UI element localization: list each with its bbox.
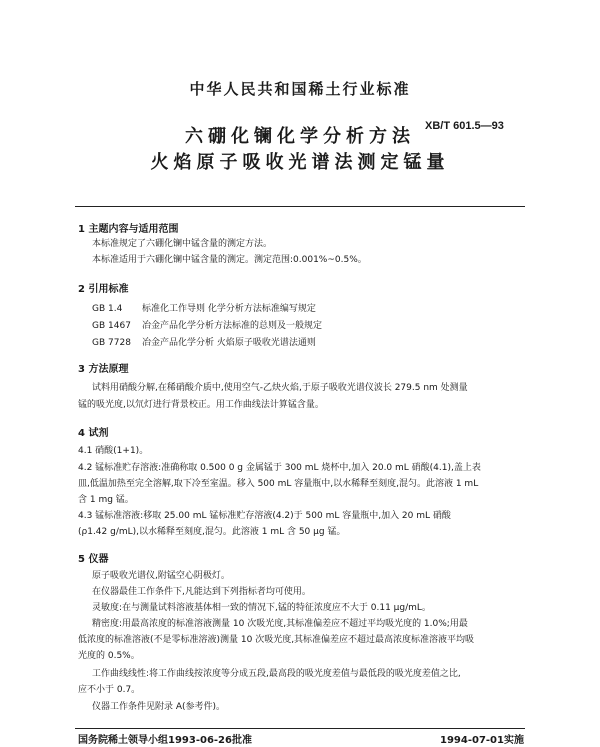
ref-title: 冶金产品化学分析方法标准的总则及一般规定 <box>142 321 323 331</box>
ref-code: GB 7728 <box>92 338 131 348</box>
reagent-4-1: 4.1 硝酸(1+1)。 <box>78 446 149 456</box>
section-3-line-2: 锰的吸光度,以氘灯进行背景校正。用工作曲线法计算锰含量。 <box>78 400 324 410</box>
instrument-line-4: 精密度:用最高浓度的标准溶液测量 10 次吸光度,其标准偏差应不超过平均吸光度的 1.0%;用最 <box>92 619 468 629</box>
ref-code: GB 1.4 <box>92 304 123 314</box>
section-5-heading: 5 仪器 <box>78 554 109 565</box>
reagent-4-3-line-1: 4.3 锰标准溶液:移取 25.00 mL 锰标准贮存溶液(4.2)于 500 mL 容量瓶中,加入 20 mL 硝酸 <box>78 511 451 521</box>
ref-code: GB 1467 <box>92 321 131 331</box>
section-3-heading: 3 方法原理 <box>78 364 129 375</box>
instrument-line-5: 低浓度的标准溶液(不是零标准溶液)测量 10 次吸光度,其标准偏差应不超过最高浓度标准溶液平均吸 <box>78 635 475 645</box>
footer-divider <box>75 728 525 729</box>
reagent-4-2-line-1: 4.2 锰标准贮存溶液:准确称取 0.500 0 g 金属锰于 300 mL 烧杯中,加入 20.0 mL 硝酸(4.1),盖上表 <box>78 463 481 473</box>
instrument-line-1: 原子吸收光谱仪,附锰空心阴极灯。 <box>92 571 230 581</box>
effective-date: 1994-07-01实施 <box>440 735 524 746</box>
section-4-heading: 4 试剂 <box>78 428 109 439</box>
instrument-line-8: 应不小于 0.7。 <box>78 685 141 695</box>
header-divider <box>75 206 525 207</box>
ref-title: 标准化工作导则 化学分析方法标准编写规定 <box>142 304 316 314</box>
org-title: 中华人民共和国稀土行业标准 <box>189 80 411 98</box>
reagent-4-3-line-2: (ρ1.42 g/mL),以水稀释至刻度,混匀。此溶液 1 mL 含 50 μg 锰。 <box>78 527 346 537</box>
section-3-line-1: 试料用硝酸分解,在稀硝酸介质中,使用空气-乙炔火焰,于原子吸收光谱仪波长 279.5 nm 处测量 <box>92 383 468 393</box>
doc-title-line1: 六硼化镧化学分析方法 <box>185 126 415 147</box>
standard-number: XB/T 601.5—93 <box>425 120 504 132</box>
section-2-heading: 2 引用标准 <box>78 284 129 295</box>
instrument-line-7: 工作曲线线性:将工作曲线按浓度等分成五段,最高段的吸光度差值与最低段的吸光度差值之比, <box>92 669 461 679</box>
ref-title: 冶金产品化学分析 火焰原子吸收光谱法通则 <box>142 338 316 348</box>
reagent-4-2-line-2: 皿,低温加热至完全溶解,取下冷至室温。移入 500 mL 容量瓶中,以水稀释至刻度,混匀。此溶液 1 mL <box>78 479 479 489</box>
approval-line: 国务院稀土领导小组1993-06-26批准 <box>78 735 252 746</box>
section-1-para-2: 本标准适用于六硼化镧中锰含量的测定。测定范围:0.001%~0.5%。 <box>92 255 367 265</box>
section-1-heading: 1 主题内容与适用范围 <box>78 224 179 235</box>
section-1-para-1: 本标准规定了六硼化镧中锰含量的测定方法。 <box>92 239 273 249</box>
instrument-line-6: 光度的 0.5%。 <box>78 651 140 661</box>
instrument-line-9: 仪器工作条件见附录 A(参考件)。 <box>92 702 226 712</box>
reagent-4-2-line-3: 含 1 mg 锰。 <box>78 495 134 505</box>
instrument-line-3: 灵敏度:在与测量试料溶液基体相一致的情况下,锰的特征浓度应不大于 0.11 μg/mL。 <box>92 603 431 613</box>
instrument-line-2: 在仪器最佳工作条件下,凡能达到下列指标者均可使用。 <box>92 587 311 597</box>
doc-title-line2: 火焰原子吸收光谱法测定锰量 <box>150 152 450 173</box>
